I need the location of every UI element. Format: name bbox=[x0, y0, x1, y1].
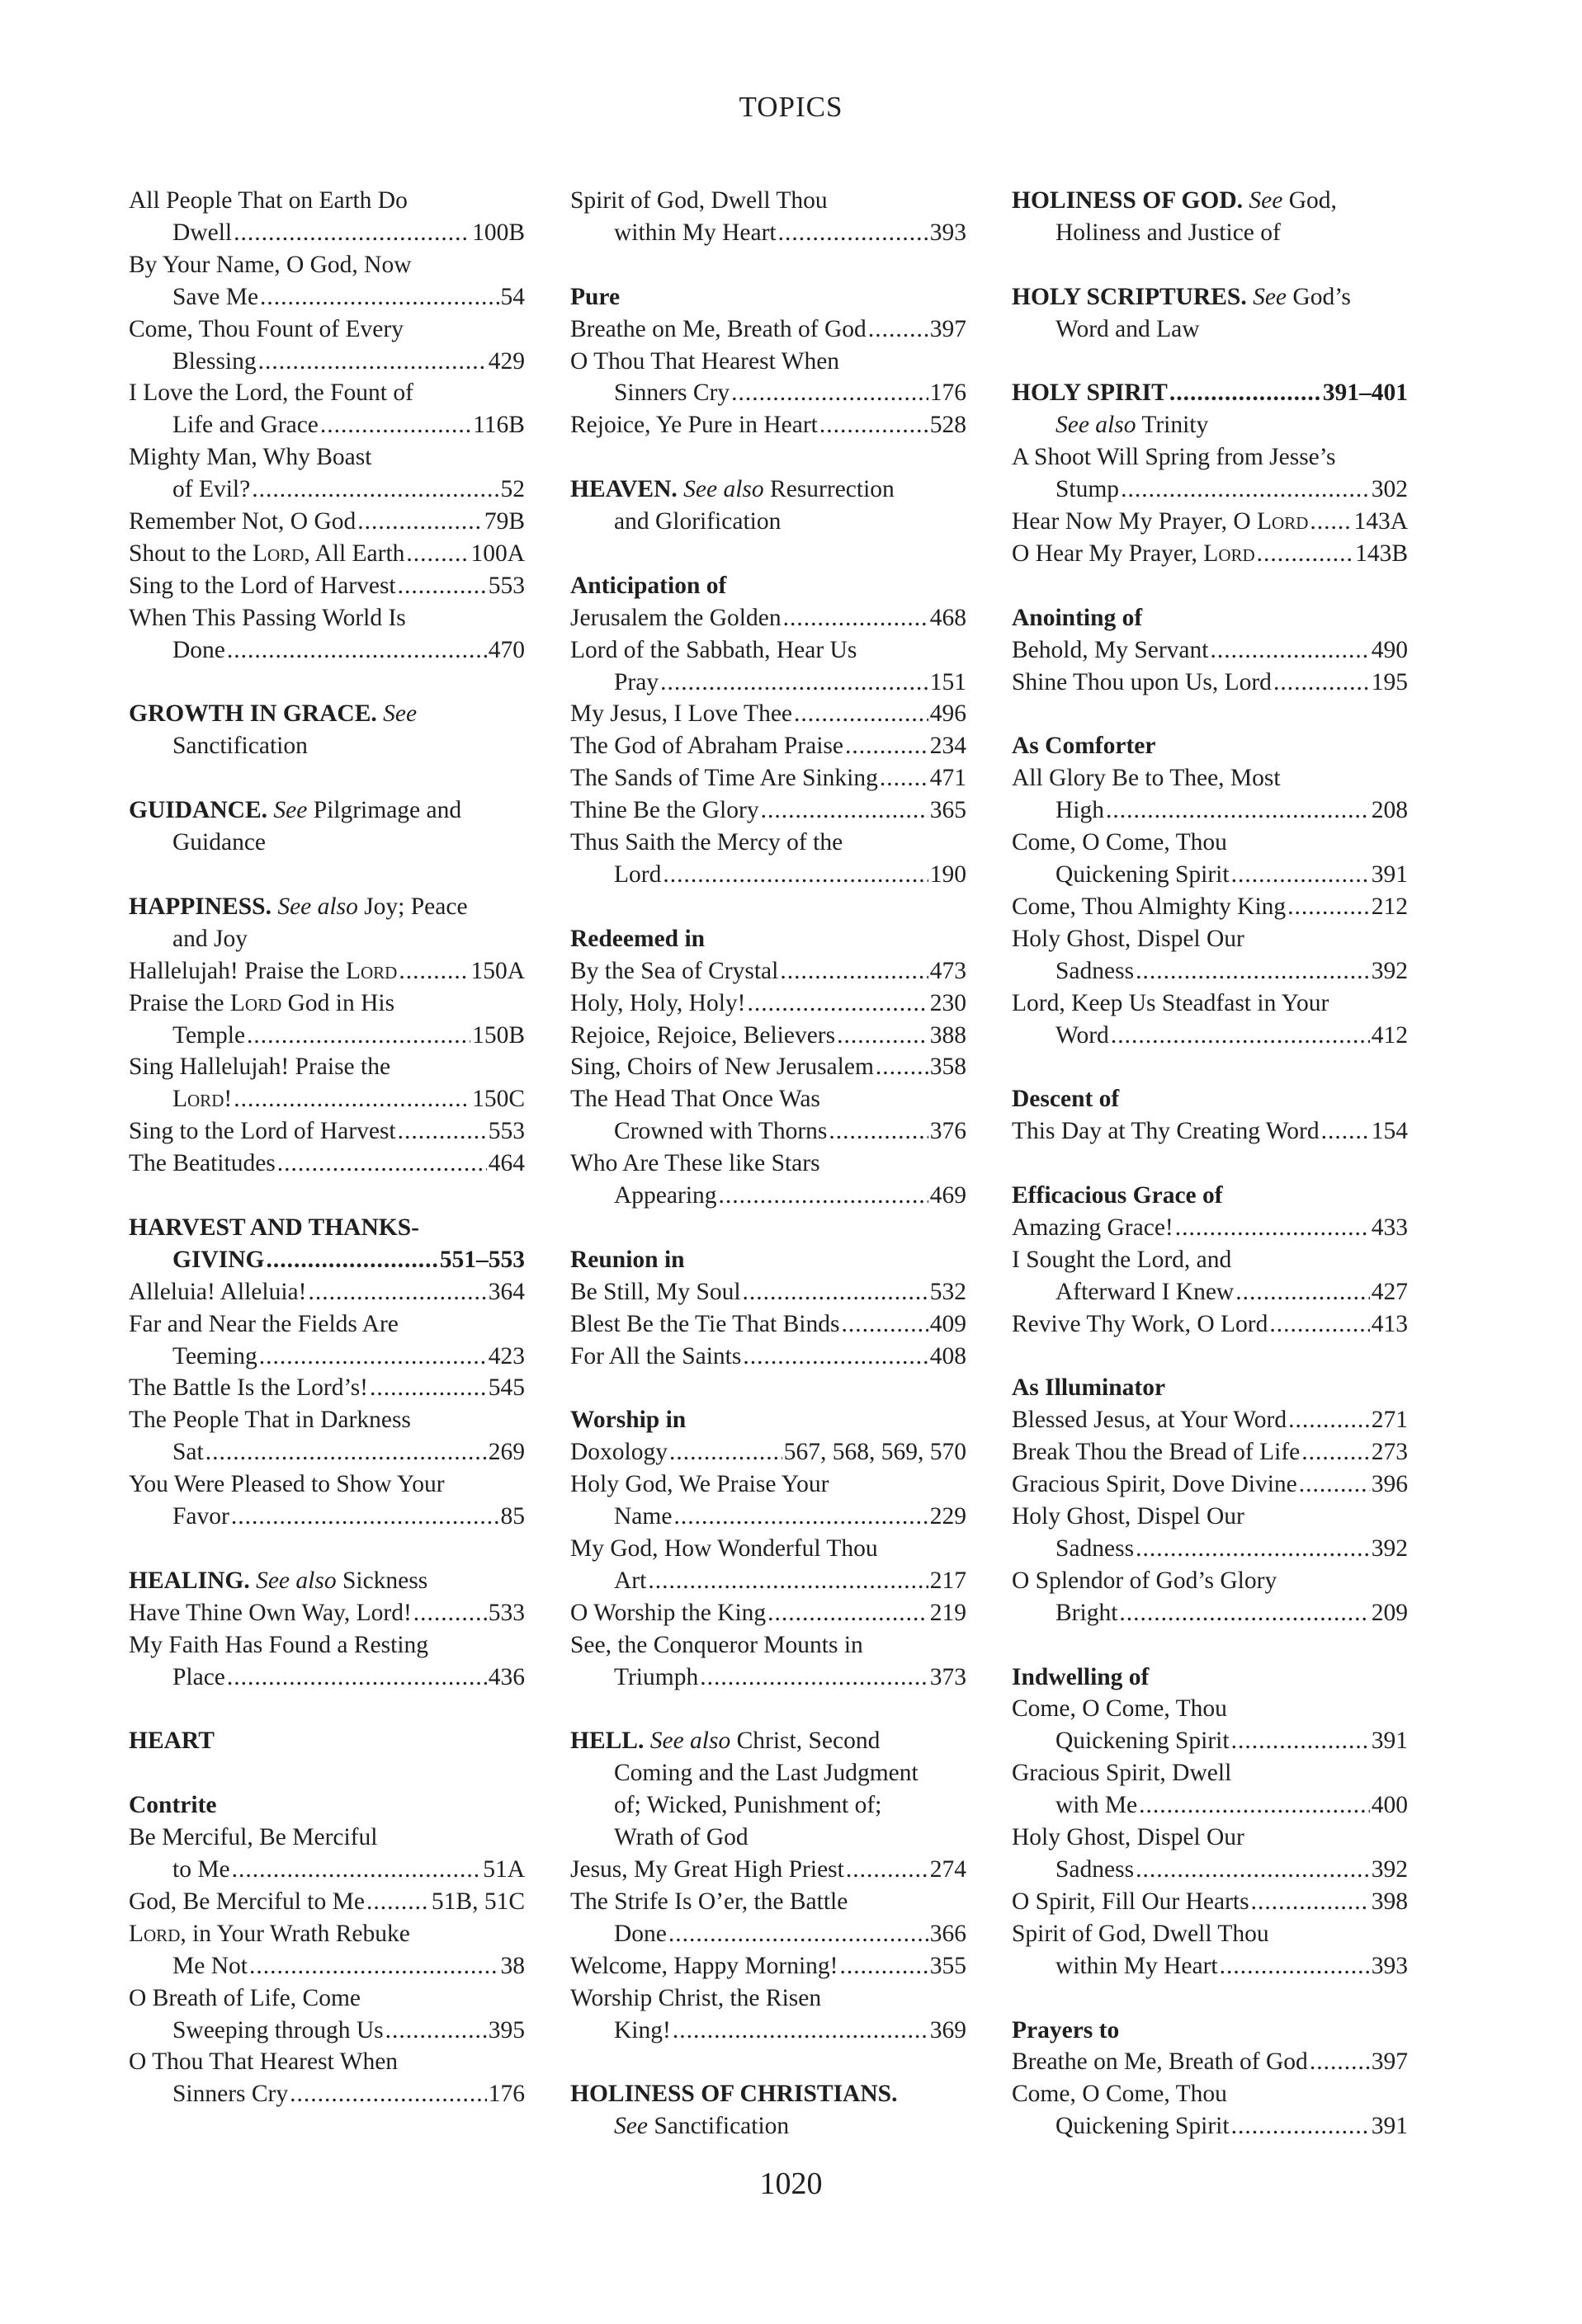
index-entry: Be Still, My Soul ..... 532 bbox=[570, 1276, 966, 1308]
subtopic-heading: Prayers to bbox=[1012, 2016, 1120, 2044]
topic-heading: HELL. See also Christ, Second Coming and the Last Judgment of; Wicked, Punishment of; Wrath of God bbox=[570, 1728, 919, 1851]
index-entry: All People That on Earth Do Dwell ..... 100B bbox=[129, 185, 525, 249]
index-entry: Far and Near the Fields Are Teeming ..... 423 bbox=[129, 1308, 525, 1373]
index-entry: Spirit of God, Dwell Thou within My Heart ..... 393 bbox=[570, 185, 966, 249]
index-column-3 bbox=[1012, 185, 1408, 2143]
index-column-2 bbox=[570, 185, 966, 2143]
index-entry: Holy Ghost, Dispel Our Sadness ..... 392 bbox=[1012, 923, 1408, 988]
index-entry: I Sought the Lord, and Afterward I Knew ..... 427 bbox=[1012, 1244, 1408, 1308]
index-entry: I Love the Lord, the Fount of Life and Grace ..... 116B bbox=[129, 377, 525, 441]
index-entry: Amazing Grace! ..... 433 bbox=[1012, 1212, 1408, 1244]
index-entry: Come, Thou Almighty King ..... 212 bbox=[1012, 891, 1408, 923]
index-entry: O Breath of Life, Come Sweeping through Us ..... 395 bbox=[129, 1982, 525, 2047]
index-entry: For All the Saints ..... 408 bbox=[570, 1341, 966, 1373]
subtopic-heading: Reunion in bbox=[570, 1246, 685, 1273]
index-entry: Hallelujah! Praise the Lord ..... 150A bbox=[129, 955, 525, 988]
topic-heading: HAPPINESS. See also Joy; Peace and Joy bbox=[129, 893, 468, 952]
index-entry: Mighty Man, Why Boast of Evil? ..... 52 bbox=[129, 441, 525, 506]
index-entry: A Shoot Will Spring from Jesse’s Stump ..... 302 bbox=[1012, 441, 1408, 506]
subtopic-heading: Anticipation of bbox=[570, 572, 727, 599]
topic-heading: HOLY SPIRIT ..... 391–401 See also Trinity bbox=[1012, 377, 1408, 441]
index-entry: Who Are These like Stars Appearing ..... 469 bbox=[570, 1148, 966, 1212]
index-entry: Blest Be the Tie That Binds ..... 409 bbox=[570, 1308, 966, 1341]
subtopic-heading: Pure bbox=[570, 283, 621, 310]
index-entry: Have Thine Own Way, Lord! ..... 533 bbox=[129, 1597, 525, 1629]
index-entry: The Battle Is the Lord’s! ..... 545 bbox=[129, 1372, 525, 1404]
index-entry: Gracious Spirit, Dove Divine ..... 396 bbox=[1012, 1468, 1408, 1501]
topic-heading: HEAVEN. See also Resurrection and Glorification bbox=[570, 476, 895, 535]
index-entry: The Head That Once Was Crowned with Thorns ..... 376 bbox=[570, 1083, 966, 1148]
index-entry: O Thou That Hearest When Sinners Cry ..... 176 bbox=[570, 346, 966, 410]
index-entry: My Faith Has Found a Resting Place ..... 436 bbox=[129, 1629, 525, 1694]
topic-heading: HOLINESS OF CHRISTIANS. See Sanctification bbox=[570, 2081, 898, 2140]
index-entry: Remember Not, O God ..... 79B bbox=[129, 506, 525, 538]
page-header: TOPICS bbox=[739, 91, 843, 123]
index-entry: Jerusalem the Golden ..... 468 bbox=[570, 602, 966, 634]
index-entry: Come, O Come, Thou Quickening Spirit ..... 391 bbox=[1012, 1693, 1408, 1757]
topic-heading: HEALING. See also Sickness bbox=[129, 1567, 428, 1594]
index-entry: Welcome, Happy Morning! ..... 355 bbox=[570, 1950, 966, 1982]
index-entry: The People That in Darkness Sat ..... 269 bbox=[129, 1404, 525, 1468]
index-entry: Sing, Choirs of New Jerusalem ..... 358 bbox=[570, 1051, 966, 1083]
index-entry: The God of Abraham Praise ..... 234 bbox=[570, 730, 966, 762]
index-entry: Sing to the Lord of Harvest ..... 553 bbox=[129, 570, 525, 602]
subtopic-heading: Redeemed in bbox=[570, 925, 706, 952]
index-entry: Thus Saith the Mercy of the Lord ..... 190 bbox=[570, 827, 966, 891]
index-entry: Alleluia! Alleluia! ..... 364 bbox=[129, 1276, 525, 1308]
index-entry: Hear Now My Prayer, O Lord ..... 143A bbox=[1012, 506, 1408, 538]
index-entry: By Your Name, O God, Now Save Me ..... 54 bbox=[129, 249, 525, 313]
index-entry: Sing to the Lord of Harvest ..... 553 bbox=[129, 1115, 525, 1148]
index-entry: Be Merciful, Be Merciful to Me ..... 51A bbox=[129, 1822, 525, 1886]
index-entry: All Glory Be to Thee, Most High ..... 208 bbox=[1012, 762, 1408, 827]
index-entry: God, Be Merciful to Me ..... 51B, 51C bbox=[129, 1886, 525, 1918]
index-entry: Holy God, We Praise Your Name ..... 229 bbox=[570, 1468, 966, 1533]
topic-heading: GUIDANCE. See Pilgrimage and Guidance bbox=[129, 797, 462, 856]
index-entry: This Day at Thy Creating Word ..... 154 bbox=[1012, 1115, 1408, 1148]
index-entry: Come, O Come, Thou Quickening Spirit ..... 391 bbox=[1012, 2078, 1408, 2143]
subtopic-heading: Anointing of bbox=[1012, 604, 1143, 631]
topic-heading: HARVEST AND THANKS- GIVING ..... 551–553 bbox=[129, 1212, 525, 1276]
index-entry: You Were Pleased to Show Your Favor ..... 85 bbox=[129, 1468, 525, 1533]
index-entry: When This Passing World Is Done ..... 470 bbox=[129, 602, 525, 667]
index-entry: My God, How Wonderful Thou Art ..... 217 bbox=[570, 1533, 966, 1597]
topic-heading: HOLINESS OF GOD. See God, Holiness and Justice of bbox=[1012, 187, 1337, 246]
index-entry: Doxology ..... 567, 568, 569, 570 bbox=[570, 1436, 966, 1468]
index-column-1 bbox=[129, 185, 525, 2110]
index-entry: By the Sea of Crystal ..... 473 bbox=[570, 955, 966, 988]
index-entry: O Hear My Prayer, Lord ..... 143B bbox=[1012, 538, 1408, 570]
index-entry: Spirit of God, Dwell Thou within My Heart ..... 393 bbox=[1012, 1918, 1408, 1982]
index-entry: Breathe on Me, Breath of God ..... 397 bbox=[1012, 2046, 1408, 2078]
index-entry: My Jesus, I Love Thee ..... 496 bbox=[570, 698, 966, 730]
index-entry: The Strife Is O’er, the Battle Done ..... 366 bbox=[570, 1886, 966, 1950]
subtopic-heading: Contrite bbox=[129, 1792, 217, 1819]
index-entry: Praise the Lord God in His Temple ..... 150B bbox=[129, 988, 525, 1052]
topic-heading: HEART bbox=[129, 1728, 215, 1755]
index-entry: Rejoice, Ye Pure in Heart ..... 528 bbox=[570, 409, 966, 441]
index-entry: The Sands of Time Are Sinking ..... 471 bbox=[570, 762, 966, 794]
index-entry: Behold, My Servant ..... 490 bbox=[1012, 634, 1408, 667]
index-entry: Shout to the Lord, All Earth ..... 100A bbox=[129, 538, 525, 570]
index-entry: See, the Conqueror Mounts in Triumph ..... 373 bbox=[570, 1629, 966, 1694]
index-entry: Blessed Jesus, at Your Word ..... 271 bbox=[1012, 1404, 1408, 1436]
index-entry: O Worship the King ..... 219 bbox=[570, 1597, 966, 1629]
index-entry: Revive Thy Work, O Lord ..... 413 bbox=[1012, 1308, 1408, 1341]
index-entry: Come, Thou Fount of Every Blessing ..... 429 bbox=[129, 313, 525, 378]
index-entry: Shine Thou upon Us, Lord ..... 195 bbox=[1012, 667, 1408, 699]
subtopic-heading: Worship in bbox=[570, 1407, 687, 1434]
index-entry: Lord, Keep Us Steadfast in Your Word ..... 412 bbox=[1012, 988, 1408, 1052]
index-entry: O Splendor of God’s Glory Bright ..... 209 bbox=[1012, 1565, 1408, 1629]
index-entry: Lord, in Your Wrath Rebuke Me Not ..... 38 bbox=[129, 1918, 525, 1982]
index-entry: The Beatitudes ..... 464 bbox=[129, 1148, 525, 1180]
index-entry: O Thou That Hearest When Sinners Cry ..... 176 bbox=[129, 2046, 525, 2110]
index-entry: Sing Hallelujah! Praise the Lord! ..... 150C bbox=[129, 1051, 525, 1115]
index-entry: Rejoice, Rejoice, Believers ..... 388 bbox=[570, 1020, 966, 1052]
topic-heading: HOLY SCRIPTURES. See God’s Word and Law bbox=[1012, 283, 1351, 342]
subtopic-heading: Indwelling of bbox=[1012, 1663, 1150, 1690]
index-entry: Holy Ghost, Dispel Our Sadness ..... 392 bbox=[1012, 1501, 1408, 1565]
index-entry: Jesus, My Great High Priest ..... 274 bbox=[570, 1854, 966, 1886]
subtopic-heading: As Illuminator bbox=[1012, 1374, 1166, 1402]
index-entry: Holy Ghost, Dispel Our Sadness ..... 392 bbox=[1012, 1822, 1408, 1886]
index-entry: Lord of the Sabbath, Hear Us Pray ..... 151 bbox=[570, 634, 966, 699]
index-entry: Holy, Holy, Holy! ..... 230 bbox=[570, 988, 966, 1020]
index-entry: Worship Christ, the Risen King! ..... 369 bbox=[570, 1982, 966, 2047]
page-number: 1020 bbox=[759, 2166, 823, 2201]
index-entry: Thine Be the Glory ..... 365 bbox=[570, 794, 966, 827]
subtopic-heading: As Comforter bbox=[1012, 733, 1156, 760]
subtopic-heading: Efficacious Grace of bbox=[1012, 1182, 1223, 1209]
index-entry: Breathe on Me, Breath of God ..... 397 bbox=[570, 313, 966, 346]
index-entry: Break Thou the Bread of Life ..... 273 bbox=[1012, 1436, 1408, 1468]
index-entry: Gracious Spirit, Dwell with Me ..... 400 bbox=[1012, 1757, 1408, 1822]
index-entry: Come, O Come, Thou Quickening Spirit ..... 391 bbox=[1012, 827, 1408, 891]
index-entry: O Spirit, Fill Our Hearts ..... 398 bbox=[1012, 1886, 1408, 1918]
topic-heading: GROWTH IN GRACE. See Sanctification bbox=[129, 700, 418, 760]
subtopic-heading: Descent of bbox=[1012, 1086, 1120, 1113]
